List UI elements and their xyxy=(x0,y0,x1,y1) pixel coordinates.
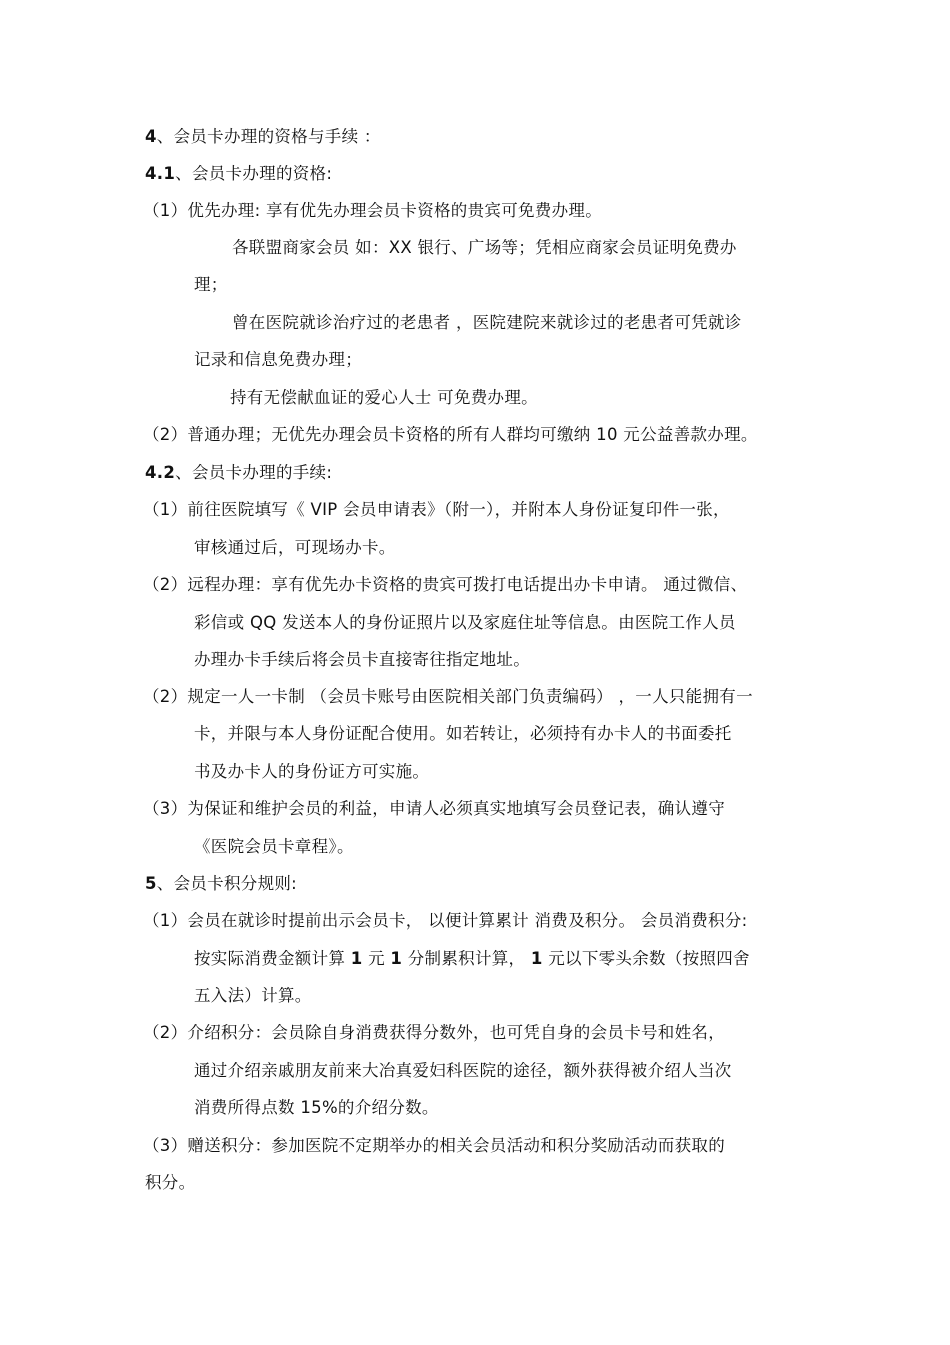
section-5-heading xyxy=(145,872,297,896)
paragraph-line: 记录和信息免费办理； xyxy=(194,350,362,369)
section-4-2-heading xyxy=(145,461,332,485)
paragraph-line: （2）规定一人一卡制 （会员卡账号由医院相关部门负责编码） ，一人只能拥有一 xyxy=(143,687,753,706)
paragraph-line xyxy=(194,947,750,971)
paragraph-line: 积分。 xyxy=(145,1173,196,1192)
text-run: 元以下零头余数（按照四舍 xyxy=(542,949,750,968)
paragraph-line: 曾在医院就诊治疗过的老患者 ，医院建院来就诊过的老患者可凭就诊 xyxy=(232,313,742,332)
section-4-1-heading xyxy=(145,162,332,186)
section-number: 4.1 xyxy=(145,164,176,183)
paragraph-line: （3）为保证和维护会员的利益，申请人必须真实地填写会员登记表，确认遵守 xyxy=(143,799,725,818)
section-title: 、会员卡办理的资格: xyxy=(175,164,333,183)
paragraph-line: （2）介绍积分：会员除自身消费获得分数外，也可凭自身的会员卡号和姓名， xyxy=(143,1023,725,1042)
section-number: 4.2 xyxy=(145,463,176,482)
paragraph-line: 审核通过后，可现场办卡。 xyxy=(194,538,396,557)
item-text: 优先办理: 享有优先办理会员卡资格的贵宾可免费办理。 xyxy=(187,201,603,220)
normal-item xyxy=(143,423,758,447)
number-run: 1 xyxy=(390,949,403,968)
paragraph-line: 书及办卡人的身份证方可实施。 xyxy=(194,762,430,781)
paragraph-line: （1）前往医院填写《 VIP 会员申请表》（附一），并附本人身份证复印件一张， xyxy=(143,500,730,519)
paragraph-line: 卡，并限与本人身份证配合使用。如若转让，必须持有办卡人的书面委托 xyxy=(194,724,732,743)
section-4-heading xyxy=(145,125,381,149)
paragraph-line: 五入法）计算。 xyxy=(194,986,312,1005)
paragraph-line: 理； xyxy=(194,275,228,294)
paragraph-line: （2）远程办理：享有优先办卡资格的贵宾可拨打电话提出办卡申请。 通过微信、 xyxy=(143,575,748,594)
paragraph-line: 办理办卡手续后将会员卡直接寄往指定地址。 xyxy=(194,650,530,669)
paragraph-line: （1）会员在就诊时提前出示会员卡， 以便计算累计 消费及积分。 会员消费积分: xyxy=(143,911,748,930)
section-number: 4 xyxy=(145,127,157,146)
paragraph-line: 消费所得点数 15%的介绍分数。 xyxy=(194,1098,439,1117)
priority-item xyxy=(143,199,602,223)
number-run: 1 xyxy=(350,949,363,968)
number-run: 1 xyxy=(530,949,543,968)
section-title: 、会员卡积分规则: xyxy=(156,874,298,893)
section-title: 、会员卡办理的资格与手续 ： xyxy=(156,127,381,146)
item-number: （1） xyxy=(143,201,188,220)
paragraph-line: 《医院会员卡章程》。 xyxy=(194,837,354,856)
text-run: 按实际消费金额计算 xyxy=(194,949,351,968)
item-text: 普通办理；无优先办理会员卡资格的所有人群均可缴纳 10 元公益善款办理。 xyxy=(187,425,758,444)
text-run: 元 xyxy=(362,949,391,968)
section-number: 5 xyxy=(145,874,157,893)
paragraph-line: 彩信或 QQ 发送本人的身份证照片以及家庭住址等信息。由医院工作人员 xyxy=(194,613,736,632)
section-title: 、会员卡办理的手续: xyxy=(175,463,333,482)
text-run: 分制累积计算， xyxy=(402,949,531,968)
paragraph-line: 各联盟商家会员 如：XX 银行、广场等；凭相应商家会员证明免费办 xyxy=(232,238,737,257)
item-number: （2） xyxy=(143,425,188,444)
paragraph-line: 持有无偿献血证的爱心人士 可免费办理。 xyxy=(230,388,538,407)
paragraph-line: （3）赠送积分：参加医院不定期举办的相关会员活动和积分奖励活动而获取的 xyxy=(143,1136,725,1155)
paragraph-line: 通过介绍亲戚朋友前来大冶真爱妇科医院的途径，额外获得被介绍人当次 xyxy=(194,1061,732,1080)
